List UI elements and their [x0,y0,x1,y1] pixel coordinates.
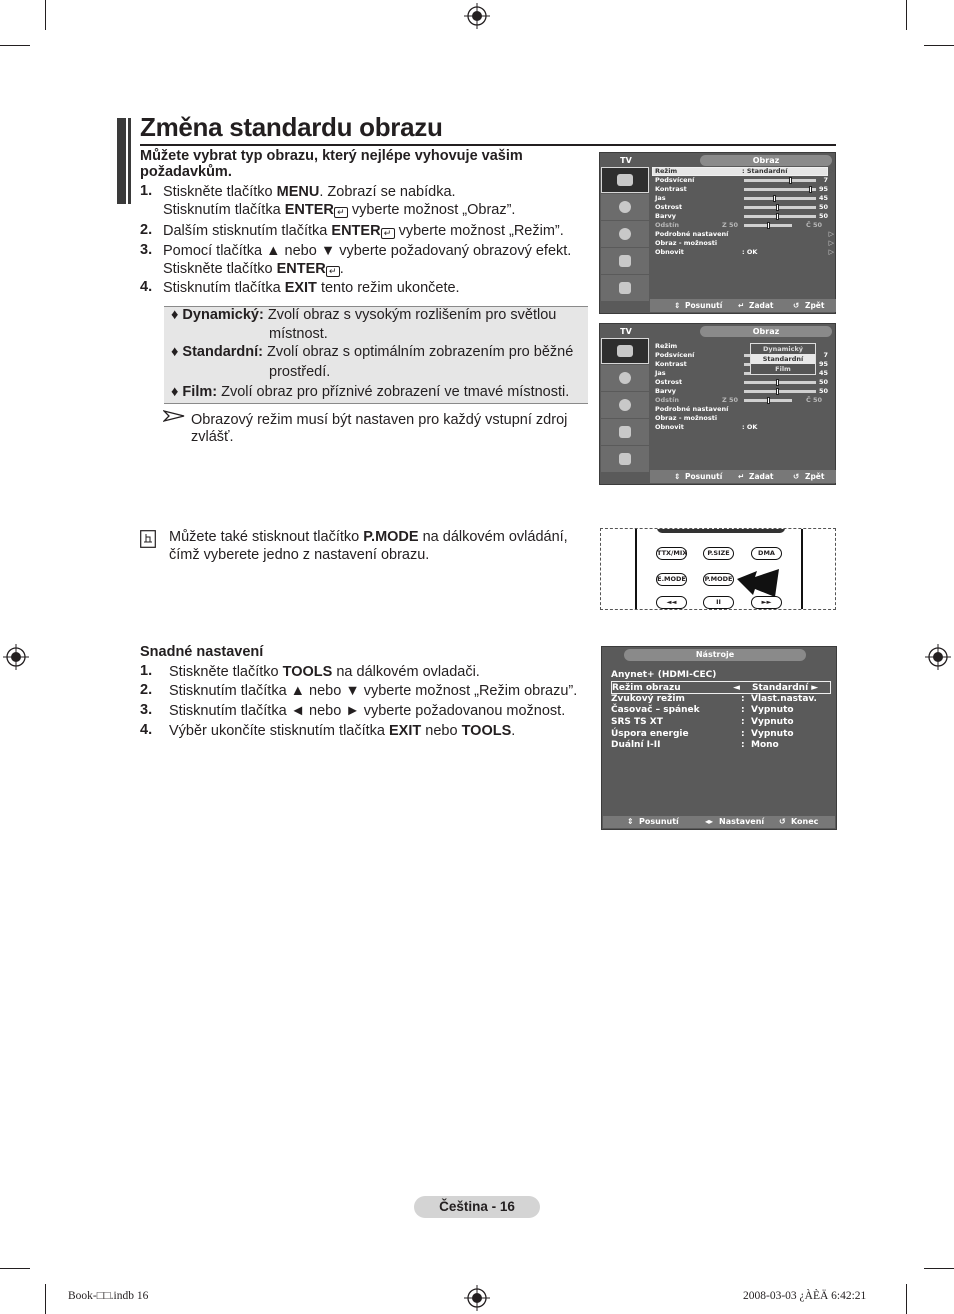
enter-icon: ↵ [381,228,395,239]
crop-mark [906,1284,907,1314]
p-mode-button[interactable]: P.MODE [703,573,734,586]
tv-menu-picture [599,152,836,314]
tools-menu [601,646,837,830]
row-value: Vypnuto [751,705,794,715]
menu-row-sharpness[interactable] [652,378,834,387]
sound-icon[interactable] [601,194,649,220]
option-standard-cont: prostředí. [269,364,331,380]
row-value: Mono [751,740,779,750]
return-icon: ↺ [779,817,786,826]
move-icon: ⇕ [674,472,681,481]
move-icon: ⇕ [627,817,634,826]
row-label: Režim [655,167,678,175]
tools-header: Nástroje [624,649,806,661]
row-label: Podrobné nastavení [655,230,729,238]
slider[interactable] [744,179,816,182]
input-icon[interactable] [601,275,649,301]
menu-tv-label: TV [620,327,632,336]
row-value: 45 [818,369,828,377]
rewind-button[interactable]: ◄◄ [656,596,687,609]
menu-row-tint[interactable] [652,396,834,405]
tip-icon [140,530,156,548]
tools-row-anynet[interactable] [611,669,831,681]
slider[interactable] [744,215,816,218]
registration-mark-icon [464,3,490,29]
dma-button[interactable]: DMA [751,547,782,560]
footer-back-label: Zpět [805,472,825,481]
note-arrow-icon [163,410,185,422]
input-icon[interactable] [601,446,649,472]
enter-icon: ↵ [738,301,745,310]
registration-mark-icon [464,1285,490,1311]
pointer-arrow-icon [735,567,781,605]
option-dynamic-cont: místnost. [269,326,328,342]
row-label: Anynet+ (HDMI-CEC) [611,670,717,680]
menu-row-mode[interactable] [652,167,834,176]
step-text: Stiskněte tlačítko TOOLS na dálkovém ovladači. [169,664,480,680]
step-number: 4. [140,279,153,295]
menu-row-backlight[interactable] [652,176,834,185]
intro-text: požadavkům. [140,164,232,180]
arrow-left-icon[interactable]: ◄ [733,683,740,693]
enter-icon: ↵ [326,266,340,277]
step-number: 1. [140,183,153,199]
row-label: Odstín [655,221,680,229]
step-number: 3. [140,242,153,258]
tip-text: Můžete také stisknout tlačítko P.MODE na dálkovém ovládání, [169,529,568,545]
menu-sidebar [601,167,649,302]
menu-footer [650,299,836,312]
enter-icon: ↵ [738,472,745,481]
row-label: Režim obrazu [612,683,681,693]
sound-icon[interactable] [601,365,649,391]
row-value: 50 [818,203,828,211]
tools-row-dual[interactable] [611,739,831,751]
crop-mark [45,0,46,30]
slider-knob[interactable] [776,388,779,395]
crop-mark [924,45,954,46]
row-value: 50 [818,212,828,220]
row-value: 7 [823,176,828,184]
menu-header: Obraz [700,155,832,166]
menu-header: Obraz [700,326,832,337]
note-text: zvlášť. [191,429,234,445]
slider-knob[interactable] [776,379,779,386]
enter-icon: ↵ [334,207,348,218]
menu-row-detailed[interactable] [652,405,834,414]
footer-move-label: Posunutí [639,817,679,826]
step-text: Stisknutím tlačítka EXIT tento režim ukončete. [163,280,460,296]
mode-dropdown[interactable] [750,343,816,375]
page-title: Změna standardu obrazu [140,112,443,142]
note-text: Obrazový režim musí být nastaven pro každý vstupní zdroj [191,412,568,428]
option-film: ♦ Film: Zvolí obraz pro příznivé zobrazení ve tmavé místnosti. [171,384,570,400]
footer-back-label: Zpět [805,301,825,310]
row-value: : Standardní [742,167,788,175]
tint-left-value: Z 50 [722,221,739,229]
row-label: Časovač – spánek [611,705,700,715]
menu-row-color[interactable] [652,212,834,221]
row-label: Odstín [655,396,680,404]
remote-control-image [600,528,836,610]
row-label: Zvukový režim [611,694,685,704]
footer-exit-label: Konec [791,817,819,826]
menu-body [652,167,834,257]
row-value: 45 [818,194,828,202]
remote-top-buttons [657,528,785,533]
menu-footer [650,470,836,483]
slider[interactable] [744,381,816,384]
footer-enter-label: Zadat [749,472,774,481]
step-number: 2. [140,222,153,238]
row-colon: : [741,717,745,727]
fast-forward-button[interactable]: ►► [751,596,782,609]
tip-text: čímž vyberete jedno z nastavení obrazu. [169,547,430,563]
tint-right-value: Č 50 [806,221,823,229]
ttx-mix-button[interactable]: TTX/MIX [656,547,687,560]
tint-left-value: Z 50 [722,396,739,404]
menu-row-tint[interactable] [652,221,834,230]
footer-move-label: Posunutí [685,472,723,481]
slider-knob[interactable] [776,213,779,220]
row-highlight [652,167,828,176]
menu-row-contrast[interactable] [652,185,834,194]
row-value: Standardní ► [752,683,819,693]
row-label: Barvy [655,387,677,395]
step-text: Stiskněte tlačítko ENTER ↵ . [163,261,344,277]
return-icon: ↺ [793,472,800,481]
row-label: Ostrost [655,378,683,386]
menu-sidebar [601,338,649,473]
title-accent-bar [128,118,131,204]
print-footer-right: 2008-03-03 ¿ÀÈÄ 6:42:21 [743,1290,867,1302]
left-right-icon: ◂▸ [705,817,714,826]
menu-row-color[interactable] [652,387,834,396]
row-colon: : [741,705,745,715]
step-text: Výběr ukončíte stisknutím tlačítka EXIT nebo TOOLS. [169,723,516,739]
menu-row-sharpness[interactable] [652,203,834,212]
menu-row-brightness[interactable] [652,194,834,203]
row-label: Duální I-II [611,740,661,750]
picture-icon[interactable] [601,338,649,364]
slider-knob[interactable] [767,222,770,229]
slider[interactable] [744,206,816,209]
slider[interactable] [744,188,816,191]
setup-icon[interactable] [601,419,649,445]
registration-mark-icon [925,644,951,670]
tools-footer [603,816,835,828]
footer-enter-label: Zadat [749,301,774,310]
menu-row-detailed[interactable] [652,230,834,239]
slider-knob[interactable] [809,186,812,193]
row-label: Obnovit [655,423,684,431]
step-text: Stisknutím tlačítka ▲ nebo ▼ vyberte možnost „Režim obrazu”. [169,683,578,699]
slider-knob[interactable] [773,195,776,202]
step-text: Pomocí tlačítka ▲ nebo ▼ vyberte požadovaný obrazový efekt. [163,243,572,259]
row-label: Kontrast [655,185,687,193]
slider-knob[interactable] [789,177,792,184]
row-colon: : [741,694,745,704]
intro-text: Můžete vybrat typ obrazu, který nejlépe vyhovuje vašim [140,148,523,164]
picture-icon[interactable] [601,167,649,193]
title-divider [140,144,836,146]
step-text: Stiskněte tlačítko MENU. Zobrazí se nabídka. [163,184,456,200]
title-accent-bar [117,118,126,204]
return-icon: ↺ [793,301,800,310]
menu-row-picture-options[interactable] [652,414,834,423]
footer-move-label: Posunutí [685,301,723,310]
row-label: Obnovit [655,248,684,256]
arrow-right-icon: ▷ [828,230,834,238]
menu-row-picture-options[interactable] [652,239,834,248]
page-number: Čeština - 16 [414,1196,540,1218]
row-value: 50 [818,378,828,386]
easy-heading: Snadné nastavení [140,644,264,660]
step-number: 2. [140,682,153,698]
dropdown-option[interactable]: Film [775,365,791,373]
row-value: : OK [742,423,758,431]
row-label: Obraz - možnosti [655,239,718,247]
menu-row-reset[interactable] [652,248,834,257]
row-label: Podsvícení [655,176,695,184]
slider-knob[interactable] [767,397,770,404]
slider[interactable] [744,197,816,200]
row-label: Podsvícení [655,351,695,359]
step-number: 3. [140,702,153,718]
setup-icon[interactable] [601,248,649,274]
row-label: Obraz - možnosti [655,414,718,422]
row-value: Vypnuto [751,729,794,739]
row-label: Ostrost [655,203,683,211]
arrow-right-icon: ▷ [828,239,834,247]
dropdown-option[interactable]: Dynamický [762,345,804,353]
tv-menu-picture-mode [599,323,836,485]
row-value: Vlast.nastav. [751,694,817,704]
tools-row-sleep-timer[interactable] [611,704,831,716]
row-value: 50 [818,387,828,395]
menu-tv-label: TV [620,156,632,165]
row-value: : OK [742,248,758,256]
row-value: Vypnuto [751,717,794,727]
row-value: 95 [818,360,828,368]
row-label: Podrobné nastavení [655,405,729,413]
move-icon: ⇕ [674,301,681,310]
slider[interactable] [744,399,792,402]
row-label: Jas [655,194,666,202]
option-standard: ♦ Standardní: Zvolí obraz s optimálním zobrazením pro běžné [171,344,574,360]
arrow-right-icon: ▷ [828,248,834,256]
dropdown-option-selected[interactable]: Standardní [751,354,815,364]
tools-row-srs[interactable] [611,716,831,728]
menu-row-reset[interactable] [652,423,834,432]
tint-right-value: Č 50 [806,396,823,404]
step-number: 4. [140,722,153,738]
channel-icon[interactable] [601,221,649,247]
crop-mark [0,45,30,46]
row-label: Barvy [655,212,677,220]
crop-mark [906,0,907,30]
row-label: Režim [655,342,678,350]
row-value: 7 [823,351,828,359]
e-mode-button[interactable]: E.MODE [656,573,687,586]
slider[interactable] [744,390,816,393]
slider[interactable] [744,224,792,227]
step-text: Stisknutím tlačítka ◄ nebo ► vyberte požadovanou možnost. [169,703,566,719]
step-text: Stisknutím tlačítka ENTER ↵ vyberte možnost „Obraz”. [163,202,516,218]
option-dynamic: ♦ Dynamický: Zvolí obraz s vysokým rozlišením pro světlou [171,307,557,323]
row-colon: : [741,729,745,739]
step-text: Dalším stisknutím tlačítka ENTER ↵ vyberte možnost „Režim”. [163,223,564,239]
footer-adjust-label: Nastavení [719,817,765,826]
row-label: Úspora energie [611,729,689,739]
slider-knob[interactable] [776,204,779,211]
crop-mark [924,1268,954,1269]
crop-mark [0,1268,30,1269]
row-label: Jas [655,369,666,377]
row-colon: : [741,740,745,750]
arrow-right-icon: ▷ [828,167,834,175]
row-label: Kontrast [655,360,687,368]
row-label: SRS TS XT [611,717,663,727]
channel-icon[interactable] [601,392,649,418]
row-value: 95 [818,185,828,193]
registration-mark-icon [3,644,29,670]
print-footer-left: Book-□□.indb 16 [68,1290,149,1302]
crop-mark [45,1284,46,1314]
step-number: 1. [140,663,153,679]
p-size-button[interactable]: P.SIZE [703,547,734,560]
pause-button[interactable]: II [703,596,734,609]
